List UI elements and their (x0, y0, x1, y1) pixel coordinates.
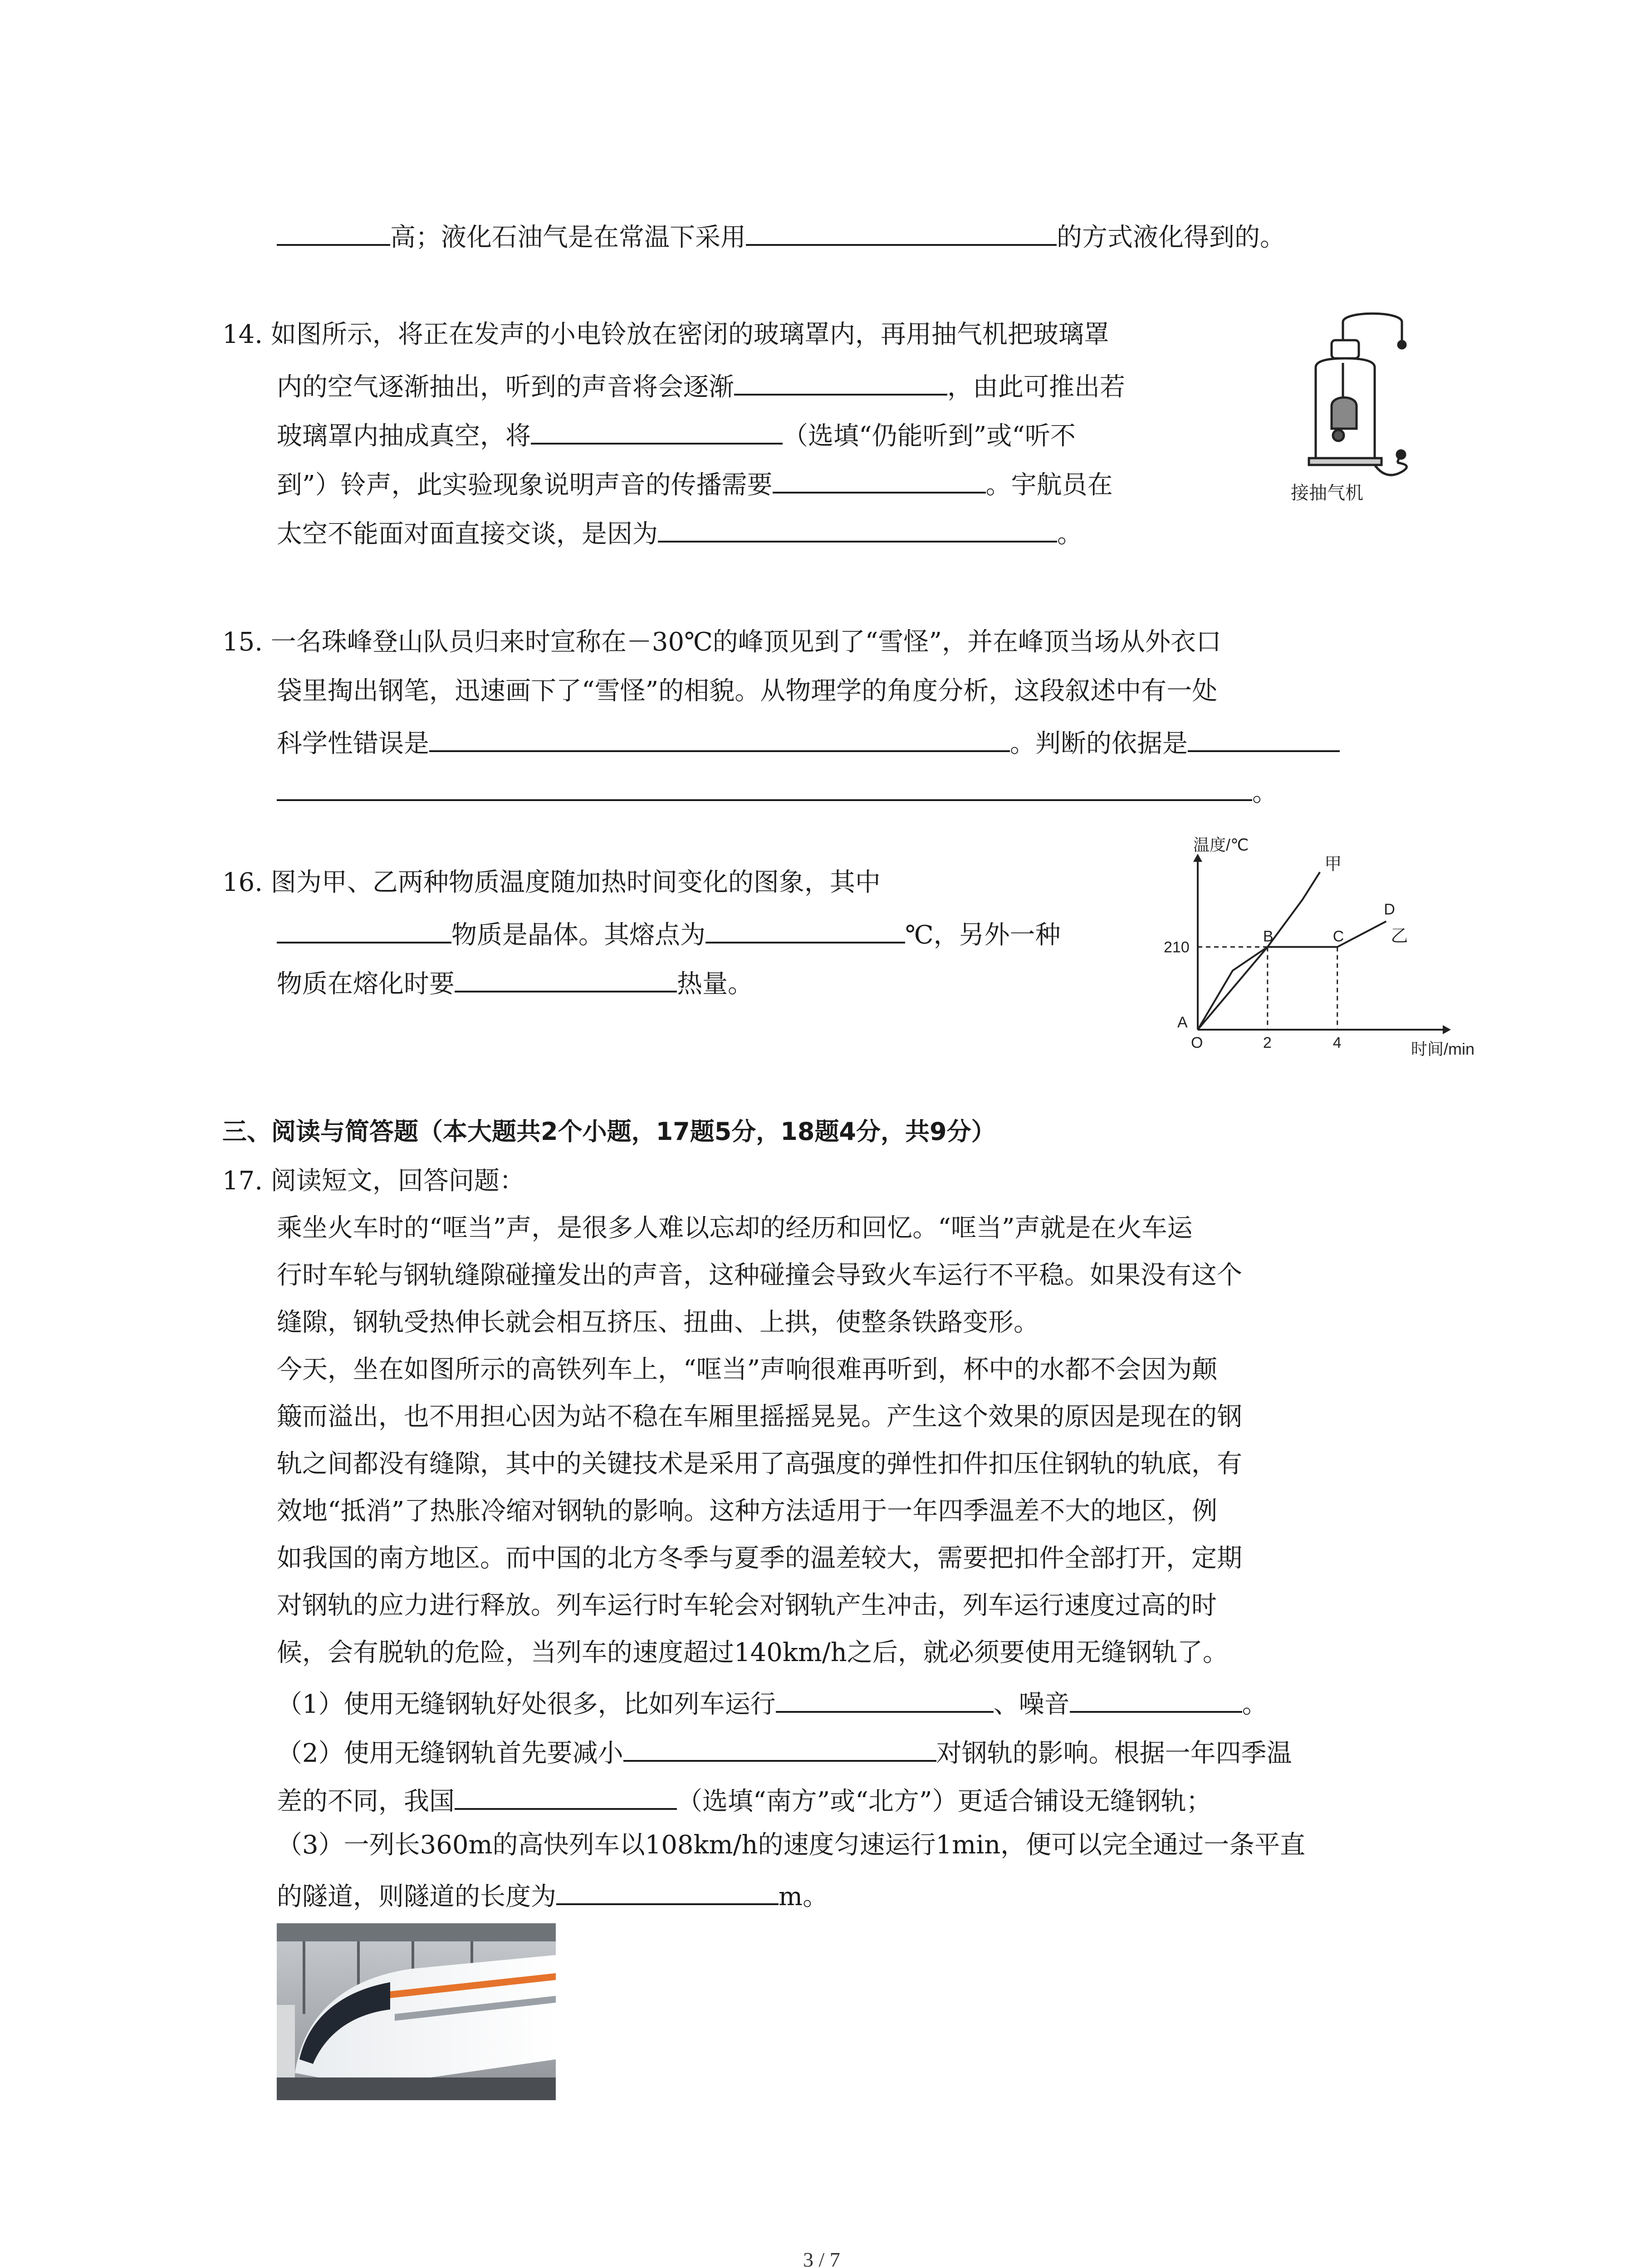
q16-text-3a: 物质在熔化时要 (277, 969, 455, 999)
series-label: 乙 (1391, 927, 1408, 946)
q14-text-2b: ，由此可推出若 (947, 372, 1125, 402)
q16-text-1: 图为甲、乙两种物质温度随加热时间变化的图象，其中 (270, 868, 881, 897)
origin-label: O (1191, 1034, 1203, 1051)
q13-text-a: 高；液化石油气是在常温下采用 (390, 223, 746, 252)
point-label-a: A (1177, 1014, 1188, 1031)
q17-para-line: 缝隙，钢轨受热伸长就会相互挤压、扭曲、上拱，使整条铁路变形。 (277, 1308, 1039, 1337)
x-axis-arrow (1443, 1025, 1451, 1034)
q16-blank-2[interactable] (705, 919, 905, 943)
q14-line-5 (277, 518, 1083, 547)
q15-text-4: 。 (1252, 778, 1278, 807)
q14-line-4 (277, 469, 1113, 498)
q15-line-4 (277, 777, 1278, 806)
q17-blank-2[interactable] (1070, 1688, 1242, 1713)
q15-line-1 (222, 627, 1222, 657)
q17-blank-5[interactable] (556, 1881, 779, 1905)
y-axis-label: 温度/℃ (1193, 836, 1249, 854)
q14-line-1 (222, 322, 1109, 347)
q17-sub-3 (277, 1830, 1306, 1860)
q16-line-3 (277, 968, 753, 997)
q16-line-2 (277, 919, 1061, 948)
q14-text-4a: 到”）铃声，此实验现象说明声音的传播需要 (277, 470, 773, 500)
q17-para-line: 效地“抵消”了热胀冷缩对钢轨的影响。这种方法适用于一年四季温差不大的地区，例 (277, 1496, 1218, 1526)
q16-number: 16. (222, 868, 263, 897)
pump-label: 接抽气机 (1291, 483, 1363, 503)
q17-line-intro (222, 1168, 525, 1194)
q17-s2-text-d: （选填“南方”或“北方”）更适合铺设无缝钢轨； (677, 1787, 1212, 1816)
q15-blank-1[interactable] (429, 728, 1010, 752)
q17-para-line: 轨之间都没有缝隙，其中的关键技术是采用了高强度的弹性扣件扣压住钢轨的轨底，有 (277, 1449, 1242, 1479)
q17-blank-3[interactable] (623, 1737, 936, 1762)
series-line-2 (1198, 921, 1386, 1030)
q15-number: 15. (222, 627, 263, 657)
q14-text-4b: 。宇航员在 (985, 470, 1113, 500)
q15-blank-3[interactable] (277, 777, 1252, 801)
q14-line-2 (277, 371, 1125, 400)
q14-text-5b: 。 (1057, 519, 1083, 549)
q16-blank-3[interactable] (455, 968, 677, 992)
q17-para-line: 簸而溢出，也不用担心因为站不稳在车厢里摇摇晃晃。产生这个效果的原因是现在的钢 (277, 1402, 1242, 1432)
q17-sub-1 (277, 1688, 1268, 1717)
q17-para-line: 对钢轨的应力进行释放。列车运行时车轮会对钢轨产生冲击，列车运行速度过高的时 (277, 1591, 1217, 1620)
q14-blank-4[interactable] (658, 518, 1057, 543)
q17-s2-text-b: 对钢轨的影响。根据一年四季温 (936, 1739, 1292, 1768)
section-3-title: 三、阅读与简答题（本大题共2个小题，17题5分，18题4分，共9分） (222, 1117, 996, 1146)
chart-svg (1164, 836, 1475, 1058)
q17-sub-2 (277, 1737, 1292, 1766)
q17-blank-4[interactable] (455, 1785, 677, 1810)
q17-s3-text-b: 的隧道，则隧道的长度为 (277, 1882, 556, 1911)
point-label-b: B (1263, 928, 1274, 945)
q13-tail-line (277, 221, 1285, 250)
q16-blank-1[interactable] (277, 919, 451, 943)
q17-para-line: 乘坐火车时的“哐当”声，是很多人难以忘却的经历和回忆。“哐当”声就是在火车运 (277, 1213, 1193, 1243)
q17-intro: 阅读短文，回答问题： (270, 1166, 525, 1196)
q13-blank-1[interactable] (277, 221, 390, 246)
q15-text-3b: 。判断的依据是 (1010, 729, 1188, 758)
y-tick-label: 210 (1164, 938, 1190, 956)
q14-blank-2[interactable] (531, 420, 783, 445)
train-photo (277, 1923, 556, 2100)
q16-line-1 (222, 870, 881, 895)
q17-s2-text-a: （2）使用无缝钢轨首先要减小 (277, 1739, 623, 1768)
q17-s3-text-c: m。 (779, 1882, 828, 1911)
q14-text-3b: （选填“仍能听到”或“听不 (783, 421, 1076, 451)
q13-blank-2[interactable] (746, 221, 1057, 246)
bell-jar-figure (1288, 308, 1452, 517)
q17-number: 17. (222, 1166, 263, 1196)
q15-line-3 (277, 728, 1340, 757)
x-axis-label: 时间/min (1411, 1040, 1475, 1058)
point-label-c: C (1332, 928, 1344, 945)
q17-para-line: 今天，坐在如图所示的高铁列车上，“哐当”声响很难再听到，杯中的水都不会因为颠 (277, 1355, 1218, 1384)
q16-text-2a: 物质是晶体。其熔点为 (451, 920, 705, 950)
q17-para-line: 如我国的南方地区。而中国的北方冬季与夏季的温差较大，需要把扣件全部打开，定期 (277, 1544, 1242, 1573)
q15-text-2: 袋里掏出钢笔，迅速画下了“雪怪”的相貌。从物理学的角度分析，这段叙述中有一处 (277, 676, 1218, 706)
q14-text-1: 如图所示，将正在发声的小电铃放在密闭的玻璃罩内，再用抽气机把玻璃罩 (270, 320, 1109, 349)
series-label: 甲 (1324, 855, 1342, 874)
q17-para-line: 候，会有脱轨的危险，当列车的速度超过140km/h之后，就必须要使用无缝钢轨了。 (277, 1638, 1228, 1667)
x-tick-label: 4 (1332, 1034, 1342, 1051)
q16-text-3b: 热量。 (677, 969, 753, 999)
y-axis-arrow (1193, 854, 1202, 862)
q17-s1-text-c: 。 (1242, 1690, 1268, 1719)
q15-blank-2[interactable] (1188, 728, 1340, 752)
q17-s1-text-b: 、噪音 (993, 1690, 1070, 1719)
q14-line-3 (277, 420, 1076, 449)
q13-text-b: 的方式液化得到的。 (1057, 223, 1285, 252)
q17-sub-2b (277, 1785, 1212, 1814)
q14-text-2a: 内的空气逐渐抽出，听到的声音将会逐渐 (277, 372, 734, 402)
q14-blank-1[interactable] (734, 371, 947, 396)
series-line-1 (1198, 872, 1320, 1030)
q14-blank-3[interactable] (773, 469, 986, 494)
page-number: 3 / 7 (803, 2248, 840, 2268)
q14-text-3a: 玻璃罩内抽成真空，将 (277, 421, 531, 451)
q17-s1-text-a: （1）使用无缝钢轨好处很多，比如列车运行 (277, 1690, 776, 1719)
q14-number: 14. (222, 320, 263, 349)
q17-s3-text-a: （3）一列长360m的高快列车以108km/h的速度匀速运行1min，便可以完全通过一条平直 (277, 1830, 1306, 1860)
q16-text-2b: ℃，另外一种 (905, 920, 1061, 950)
q15-text-1: 一名珠峰登山队员归来时宣称在－30℃的峰顶见到了“雪怪”，并在峰顶当场从外衣口 (270, 627, 1222, 657)
temperature-chart (1164, 836, 1475, 1058)
q15-text-3a: 科学性错误是 (277, 729, 429, 758)
q17-sub-3b (277, 1881, 828, 1910)
q17-s2-text-c: 差的不同，我国 (277, 1787, 455, 1816)
x-tick-label: 2 (1263, 1034, 1272, 1051)
q17-para-line: 行时车轮与钢轨缝隙碰撞发出的声音，这种碰撞会导致火车运行不平稳。如果没有这个 (277, 1261, 1242, 1290)
point-label-d: D (1384, 901, 1395, 919)
q15-line-2 (277, 676, 1218, 706)
q14-text-5a: 太空不能面对面直接交谈，是因为 (277, 519, 658, 549)
q17-blank-1[interactable] (776, 1688, 994, 1713)
